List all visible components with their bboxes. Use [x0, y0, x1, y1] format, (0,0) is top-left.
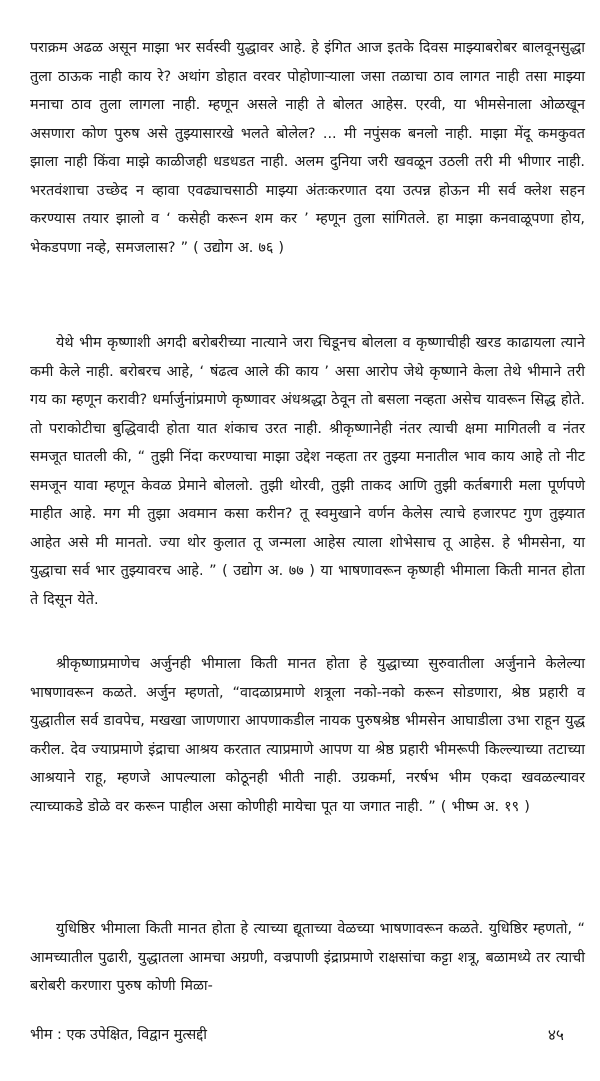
page-footer — [30, 1022, 570, 1048]
running-footer-title: भीम : एक उपेक्षित, विद्वान मुत्सद्दी — [30, 1027, 207, 1043]
paragraph-3: श्रीकृष्णाप्रमाणेच अर्जुनही भीमाला किती मानत होता हे युद्धाच्या सुरुवातीला अर्जुनाने केलेल्या भाषणावरून कळते. अर्जुन म्हणतो, “वादळाप्रमाणे शत्रूला नको-नको करून सोडणारा, श्रेष्ठ प्रहारी व युद्धातील सर्व डावपेच, मखखा जाणणारा आपणाकडील नायक पुरुषश्रेष्ठ भीमसेन आघाडीला उभा राहून युद्ध करील. देव ज्याप्रमाणे इंद्राचा आश्रय करतात त्याप्रमाणे आपण या श्रेष्ठ प्रहारी भीमरूपी किल्ल्याच्या तटाच्या आश्रयाने राहू, म्हणजे आपल्याला कोठूनही भीती नाही. उग्रकर्मा, नरर्षभ भीम एकदा खवळल्यावर त्याच्याकडे डोळे वर करून पाहील असा कोणीही मायेचा पूत या जगात नाही. ” ( भीष्म अ. १९ ) — [30, 656, 585, 815]
page-number: ४५ — [547, 1026, 564, 1044]
paragraph-4: युधिष्ठिर भीमाला किती मानत होता हे त्याच्या द्यूताच्या वेळच्या भाषणावरून कळते. युधिष्ठिर म्हणतो, “ आमच्यातील पुढारी, युद्धातला आमचा अग्रणी, वज्रपाणी इंद्राप्रमाणे राक्षसांचा कट्टा शत्रू, बळामध्ये तर त्याची बरोबरी करणारा पुरुष कोणी मिळा- — [30, 921, 585, 994]
paragraph-2: येथे भीम कृष्णाशी अगदी बरोबरीच्या नात्याने जरा चिडूनच बोलला व कृष्णाचीही खरड काढायला त्याने कमी केले नाही. बरोबरच आहे, ‘ षंढत्व आले की काय ’ असा आरोप जेथे कृष्णाने केला तेथे भीमाने तरी गय का म्हणून करावी? धर्मार्जुनांप्रमाणे कृष्णावर अंधश्रद्धा ठेवून तो बसला नव्हता असेच यावरून सिद्ध होते. तो पराकोटीचा बुद्धिवादी होता यात शंकाच उरत नाही. श्रीकृष्णानेही नंतर त्याची क्षमा मागितली व नंतर समजूत घातली की, “ तुझी निंदा करण्याचा माझा उद्देश नव्हता तर तुझ्या मनातील भाव काय आहे तो नीट समजून यावा म्हणून केवळ प्रेमाने बोललो. तुझी थोरवी, तुझी ताकद आणि तुझी कर्तबगारी मला पूर्णपणे माहीत आहे. मग मी तुझा अवमान कसा करीन? तू स्वमुखाने वर्णन केलेस त्याचे हजारपट गुण तुझ्यात आहेत असे मी मानतो. ज्या थोर कुलात तू जन्मला आहेस त्याला शोभेसाच तू आहेस. हे भीमसेना, या युद्धाचा सर्व भार तुझ्यावरच आहे. ” ( उद्योग अ. ७७ ) या भाषणावरून कृष्णही भीमाला किती मानत होता ते दिसून येते. — [30, 335, 585, 608]
paragraph-1: पराक्रम अढळ असून माझा भर सर्वस्वी युद्धावर आहे. हे इंगित आज इतके दिवस माझ्याबरोबर बालवूनसुद्धा तुला ठाऊक नाही काय रे? अथांग डोहात वरवर पोहोणाऱ्याला जसा तळाचा ठाव लागत नाही तसा माझ्या मनाचा ठाव तुला लागला नाही. म्हणून असले नाही ते बोलत आहेस. एरवी, या भीमसेनाला ओळखून असणारा कोण पुरुष असे तुझ्यासारखे भलते बोलेल? ... मी नपुंसक बनलो नाही. माझा मेंदू कमकुवत झाला नाही किंवा माझे काळीजही धडधडत नाही. अलम दुनिया जरी खवळून उठली तरी मी भीणार नाही. भरतवंशाचा उच्छेद न व्हावा एवढ्याचसाठी माझ्या अंतःकरणात दया उत्पन्न होऊन मी सर्व क्लेश सहन करण्यास तयार झालो व ‘ कसेही करून शम कर ’ म्हणून तुला सांगितले. हा माझा कनवाळूपणा होय, भेकडपणा नव्हे, समजलास? ” ( उद्योग अ. ७६ ) — [30, 40, 585, 256]
